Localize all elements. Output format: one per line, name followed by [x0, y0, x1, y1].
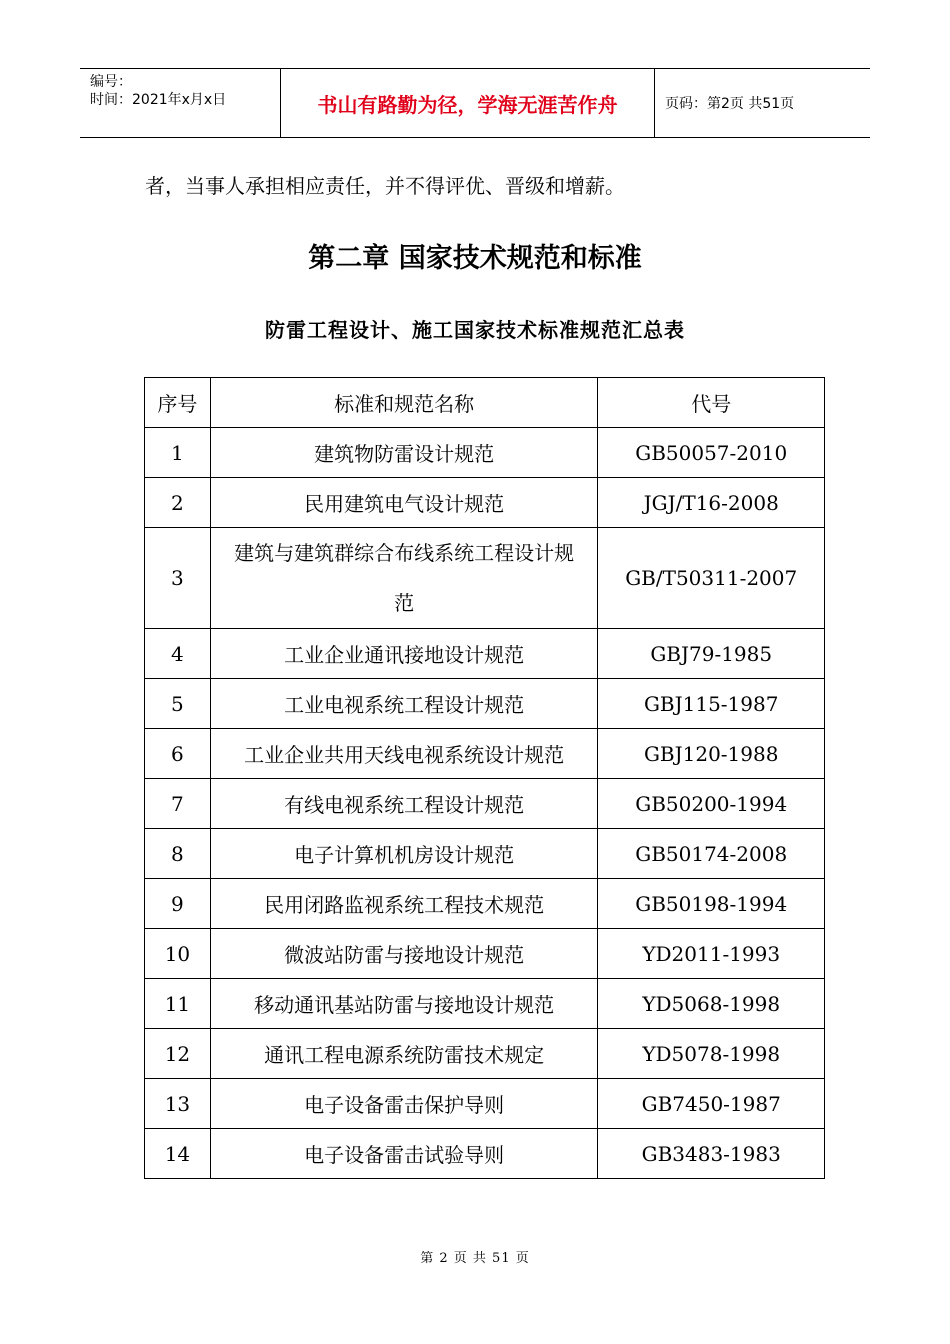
table-row: [145, 929, 825, 979]
row-name: 电子设备雷击保护导则: [210, 1079, 598, 1129]
row-seq: 12: [145, 1029, 211, 1079]
row-name: 民用建筑电气设计规范: [210, 478, 598, 528]
body-paragraph: 者，当事人承担相应责任，并不得评优、晋级和增薪。: [145, 174, 625, 198]
row-name: 建筑物防雷设计规范: [210, 428, 598, 478]
header-code: 代号: [598, 378, 825, 428]
row-seq: 14: [145, 1129, 211, 1179]
row-seq: 2: [145, 478, 211, 528]
row-seq: 13: [145, 1079, 211, 1129]
row-name: 有线电视系统工程设计规范: [210, 779, 598, 829]
row-code: JGJ/T16-2008: [598, 478, 825, 528]
row-seq: 8: [145, 829, 211, 879]
time-label: 时间：2021年x月x日: [90, 92, 227, 108]
table-row: [145, 629, 825, 679]
standards-table: [144, 377, 825, 1179]
row-code: GBJ120-1988: [598, 729, 825, 779]
row-code: YD5068-1998: [598, 979, 825, 1029]
row-name: 电子设备雷击试验导则: [210, 1129, 598, 1179]
row-seq: 4: [145, 629, 211, 679]
table-row: [145, 779, 825, 829]
row-code: YD2011-1993: [598, 929, 825, 979]
row-seq: 10: [145, 929, 211, 979]
table-title: 防雷工程设计、施工国家技术标准规范汇总表: [265, 318, 685, 342]
row-code: GB50198-1994: [598, 879, 825, 929]
row-code: GB50200-1994: [598, 779, 825, 829]
table-row: [145, 679, 825, 729]
header-meta: [80, 69, 281, 137]
header-motto: 书山有路勤为径，学海无涯苦作舟: [281, 69, 655, 137]
row-code: GB50174-2008: [598, 829, 825, 879]
header-page-info: 页码：第2页 共51页: [665, 96, 795, 112]
row-name: 工业企业通讯接地设计规范: [210, 629, 598, 679]
row-seq: 3: [145, 528, 211, 629]
row-seq: 11: [145, 979, 211, 1029]
chapter-title: 第二章 国家技术规范和标准: [308, 243, 642, 274]
row-name: 移动通讯基站防雷与接地设计规范: [210, 979, 598, 1029]
header-name: 标准和规范名称: [210, 378, 598, 428]
table-row: [145, 428, 825, 478]
row-name: 通讯工程电源系统防雷技术规定: [210, 1029, 598, 1079]
table-row: [145, 1129, 825, 1179]
row-name: 工业企业共用天线电视系统设计规范: [210, 729, 598, 779]
row-seq: 9: [145, 879, 211, 929]
row-code: YD5078-1998: [598, 1029, 825, 1079]
number-label: 编号：: [90, 74, 132, 90]
table-row: [145, 478, 825, 528]
table-row: [145, 979, 825, 1029]
row-name: 建筑与建筑群综合布线系统工程设计规范: [210, 528, 598, 629]
row-code: GBJ79-1985: [598, 629, 825, 679]
table-row: [145, 1029, 825, 1079]
row-seq: 6: [145, 729, 211, 779]
row-seq: 7: [145, 779, 211, 829]
row-name: 工业电视系统工程设计规范: [210, 679, 598, 729]
row-seq: 5: [145, 679, 211, 729]
row-code: GB/T50311-2007: [598, 528, 825, 629]
table-header-row: [145, 378, 825, 428]
table-row: [145, 829, 825, 879]
table-row: [145, 528, 825, 629]
row-seq: 1: [145, 428, 211, 478]
row-name: 微波站防雷与接地设计规范: [210, 929, 598, 979]
page-footer: 第 2 页 共 51 页: [420, 1251, 530, 1266]
row-name: 民用闭路监视系统工程技术规范: [210, 879, 598, 929]
table-row: [145, 879, 825, 929]
header-seq: 序号: [145, 378, 211, 428]
page-header: [80, 68, 870, 138]
row-code: GB7450-1987: [598, 1079, 825, 1129]
row-name: 电子计算机机房设计规范: [210, 829, 598, 879]
row-code: GBJ115-1987: [598, 679, 825, 729]
table-row: [145, 1079, 825, 1129]
row-code: GB50057-2010: [598, 428, 825, 478]
table-row: [145, 729, 825, 779]
row-code: GB3483-1983: [598, 1129, 825, 1179]
